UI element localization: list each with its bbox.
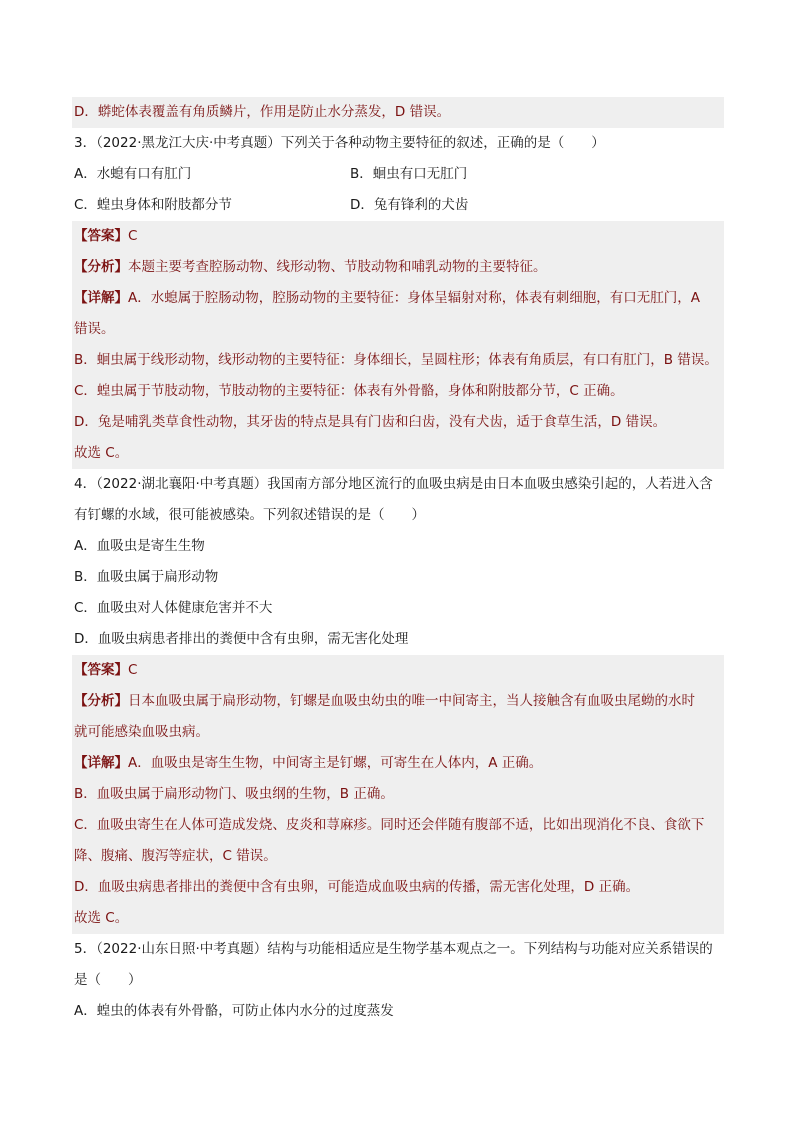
q4-detail-tag: 【详解】 bbox=[74, 755, 128, 771]
q3-option-a: A．水螅有口有肛门 bbox=[74, 166, 192, 182]
q5-option-a: A．蝗虫的体表有外骨骼，可防止体内水分的过度蒸发 bbox=[74, 1003, 394, 1019]
q3-conclusion: 故选 C。 bbox=[72, 438, 724, 469]
q3-option-b: B．蛔虫有口无肛门 bbox=[350, 166, 468, 182]
q3-analysis bbox=[72, 252, 724, 283]
q4-detail-a bbox=[72, 748, 724, 779]
q3-options-row-1 bbox=[72, 159, 724, 190]
q3-detail-a-line1 bbox=[72, 283, 724, 314]
q4-detail-d: D．血吸虫病患者排出的粪便中含有虫卵，可能造成血吸虫病的传播，需无害化处理，D 正确。 bbox=[72, 872, 724, 903]
q4-analysis-line1 bbox=[72, 686, 724, 717]
q3-detail-d: D．兔是哺乳类草食性动物，其牙齿的特点是具有门齿和臼齿，没有犬齿，适于食草生活，D 错误。 bbox=[72, 407, 724, 438]
q4-option-c: C．血吸虫对人体健康危害并不大 bbox=[74, 600, 273, 616]
q4-option-d: D．血吸虫病患者排出的粪便中含有虫卵，需无害化处理 bbox=[74, 631, 409, 647]
q3-answer-tag: 【答案】 bbox=[74, 228, 128, 244]
q4-detail-c-line2: 降、腹痛、腹泻等症状，C 错误。 bbox=[72, 841, 724, 872]
q3-analysis-text: 本题主要考查腔肠动物、线形动物、节肢动物和哺乳动物的主要特征。 bbox=[128, 259, 547, 275]
q4-answer-tag: 【答案】 bbox=[74, 662, 128, 678]
q4-answer-value: C bbox=[128, 662, 138, 678]
q3-detail-a-line2: 错误。 bbox=[72, 314, 724, 345]
q3-option-c: C．蝗虫身体和附肢都分节 bbox=[74, 197, 232, 213]
prev-detail-d: D．蟒蛇体表覆盖有角质鳞片，作用是防止水分蒸发，D 错误。 bbox=[72, 97, 724, 128]
document-page bbox=[72, 97, 724, 1027]
q4-detail-b: B．血吸虫属于扁形动物门、吸虫纲的生物，B 正确。 bbox=[72, 779, 724, 810]
q3-detail-b: B．蛔虫属于线形动物，线形动物的主要特征：身体细长，呈圆柱形；体表有角质层，有口有肛门，B 错误。 bbox=[72, 345, 724, 376]
q4-conclusion: 故选 C。 bbox=[72, 903, 724, 934]
q3-option-d: D．兔有锋利的犬齿 bbox=[350, 197, 469, 213]
q3-stem: 3．（2022·黑龙江大庆·中考真题）下列关于各种动物主要特征的叙述，正确的是（ ） bbox=[74, 135, 605, 151]
q3-detail-tag: 【详解】 bbox=[74, 290, 128, 306]
q3-options-row-2 bbox=[72, 190, 724, 221]
q5-stem-line2: 是（ ） bbox=[74, 972, 142, 988]
q3-detail-c: C．蝗虫属于节肢动物，节肢动物的主要特征：体表有外骨骼，身体和附肢都分节，C 正确。 bbox=[72, 376, 724, 407]
q4-analysis-tag: 【分析】 bbox=[74, 693, 128, 709]
q3-answer-value: C bbox=[128, 228, 138, 244]
q4-stem-line1: 4．（2022·湖北襄阳·中考真题）我国南方部分地区流行的血吸虫病是由日本血吸虫感染引起的，人若进入含 bbox=[74, 476, 713, 492]
q4-detail-a-text: A．血吸虫是寄生生物，中间寄主是钉螺，可寄生在人体内，A 正确。 bbox=[128, 755, 543, 771]
q4-option-a: A．血吸虫是寄生生物 bbox=[74, 538, 205, 554]
q5-stem-line1: 5．（2022·山东日照·中考真题）结构与功能相适应是生物学基本观点之一。下列结构与功能对应关系错误的 bbox=[74, 941, 713, 957]
q4-detail-c-line1: C．血吸虫寄生在人体可造成发烧、皮炎和荨麻疹。同时还会伴随有腹部不适，比如出现消化不良、食欲下 bbox=[72, 810, 724, 841]
q4-analysis-line2: 就可能感染血吸虫病。 bbox=[72, 717, 724, 748]
q4-analysis-text: 日本血吸虫属于扁形动物，钉螺是血吸虫幼虫的唯一中间寄主，当人接触含有血吸虫尾蚴的水时 bbox=[128, 693, 695, 709]
q4-stem-line2: 有钉螺的水域，很可能被感染。下列叙述错误的是（ ） bbox=[74, 507, 425, 523]
q3-answer bbox=[72, 221, 724, 252]
q4-answer bbox=[72, 655, 724, 686]
q3-detail-a-text: A．水螅属于腔肠动物，腔肠动物的主要特征：身体呈辐射对称，体表有刺细胞，有口无肛门，A bbox=[128, 290, 700, 306]
q4-option-b: B．血吸虫属于扁形动物 bbox=[74, 569, 219, 585]
q3-analysis-tag: 【分析】 bbox=[74, 259, 128, 275]
